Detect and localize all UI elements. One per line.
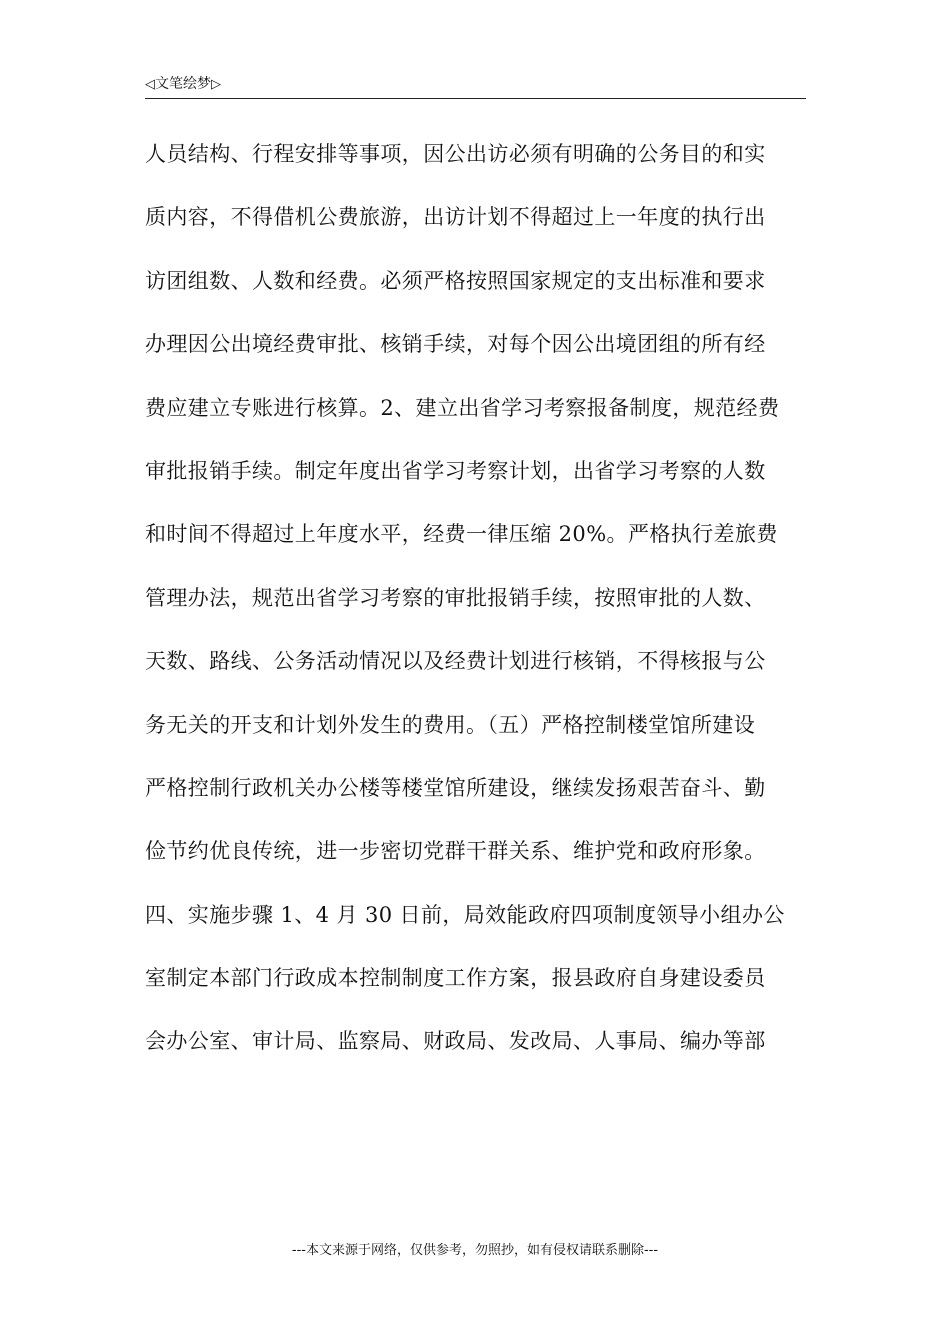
text-line: 俭节约优良传统，进一步密切党群干群关系、维护党和政府形象。 <box>145 839 766 864</box>
brand-name: 文笔绘梦 <box>155 76 211 92</box>
text-line: 费应建立专账进行核算。2、建立出省学习考察报备制度，规范经费 <box>145 395 780 420</box>
text-line: 四、实施步骤 1、4 月 30 日前，局效能政府四项制度领导小组办公 <box>145 902 785 927</box>
text-line: 访团组数、人数和经费。必须严格按照国家规定的支出标准和要求 <box>145 268 766 293</box>
header-brand <box>145 74 221 95</box>
page-footer: ---本文来源于网络，仅供参考，勿照抄，如有侵权请联系删除--- <box>291 1243 659 1258</box>
right-triangle-icon: ▷ <box>211 77 221 92</box>
text-line: 人员结构、行程安排等事项，因公出访必须有明确的公务目的和实 <box>145 142 766 166</box>
text-line: 质内容，不得借机公费旅游，出访计划不得超过上一年度的执行出 <box>145 205 766 230</box>
document-body <box>145 130 810 1081</box>
left-triangle-icon: ◁ <box>145 77 155 92</box>
text-line: 办理因公出境经费审批、核销手续，对每个因公出境团组的所有经 <box>145 332 766 357</box>
text-line: 和时间不得超过上年度水平，经费一律压缩 20%。严格执行差旅费 <box>145 522 778 547</box>
text-line: 会办公室、审计局、监察局、财政局、发改局、人事局、编办等部 <box>145 1029 766 1054</box>
text-line: 严格控制行政机关办公楼等楼堂馆所建设，继续发扬艰苦奋斗、勤 <box>145 775 766 800</box>
text-line: 管理办法，规范出省学习考察的审批报销手续，按照审批的人数、 <box>145 585 766 610</box>
text-line: 务无关的开支和计划外发生的费用。（五）严格控制楼堂馆所建设 <box>145 712 756 737</box>
text-line: 室制定本部门行政成本控制制度工作方案，报县政府自身建设委员 <box>145 966 766 991</box>
text-line: 审批报销手续。制定年度出省学习考察计划，出省学习考察的人数 <box>145 458 766 483</box>
page-header <box>145 74 806 99</box>
text-line: 天数、路线、公务活动情况以及经费计划进行核销，不得核报与公 <box>145 649 766 674</box>
